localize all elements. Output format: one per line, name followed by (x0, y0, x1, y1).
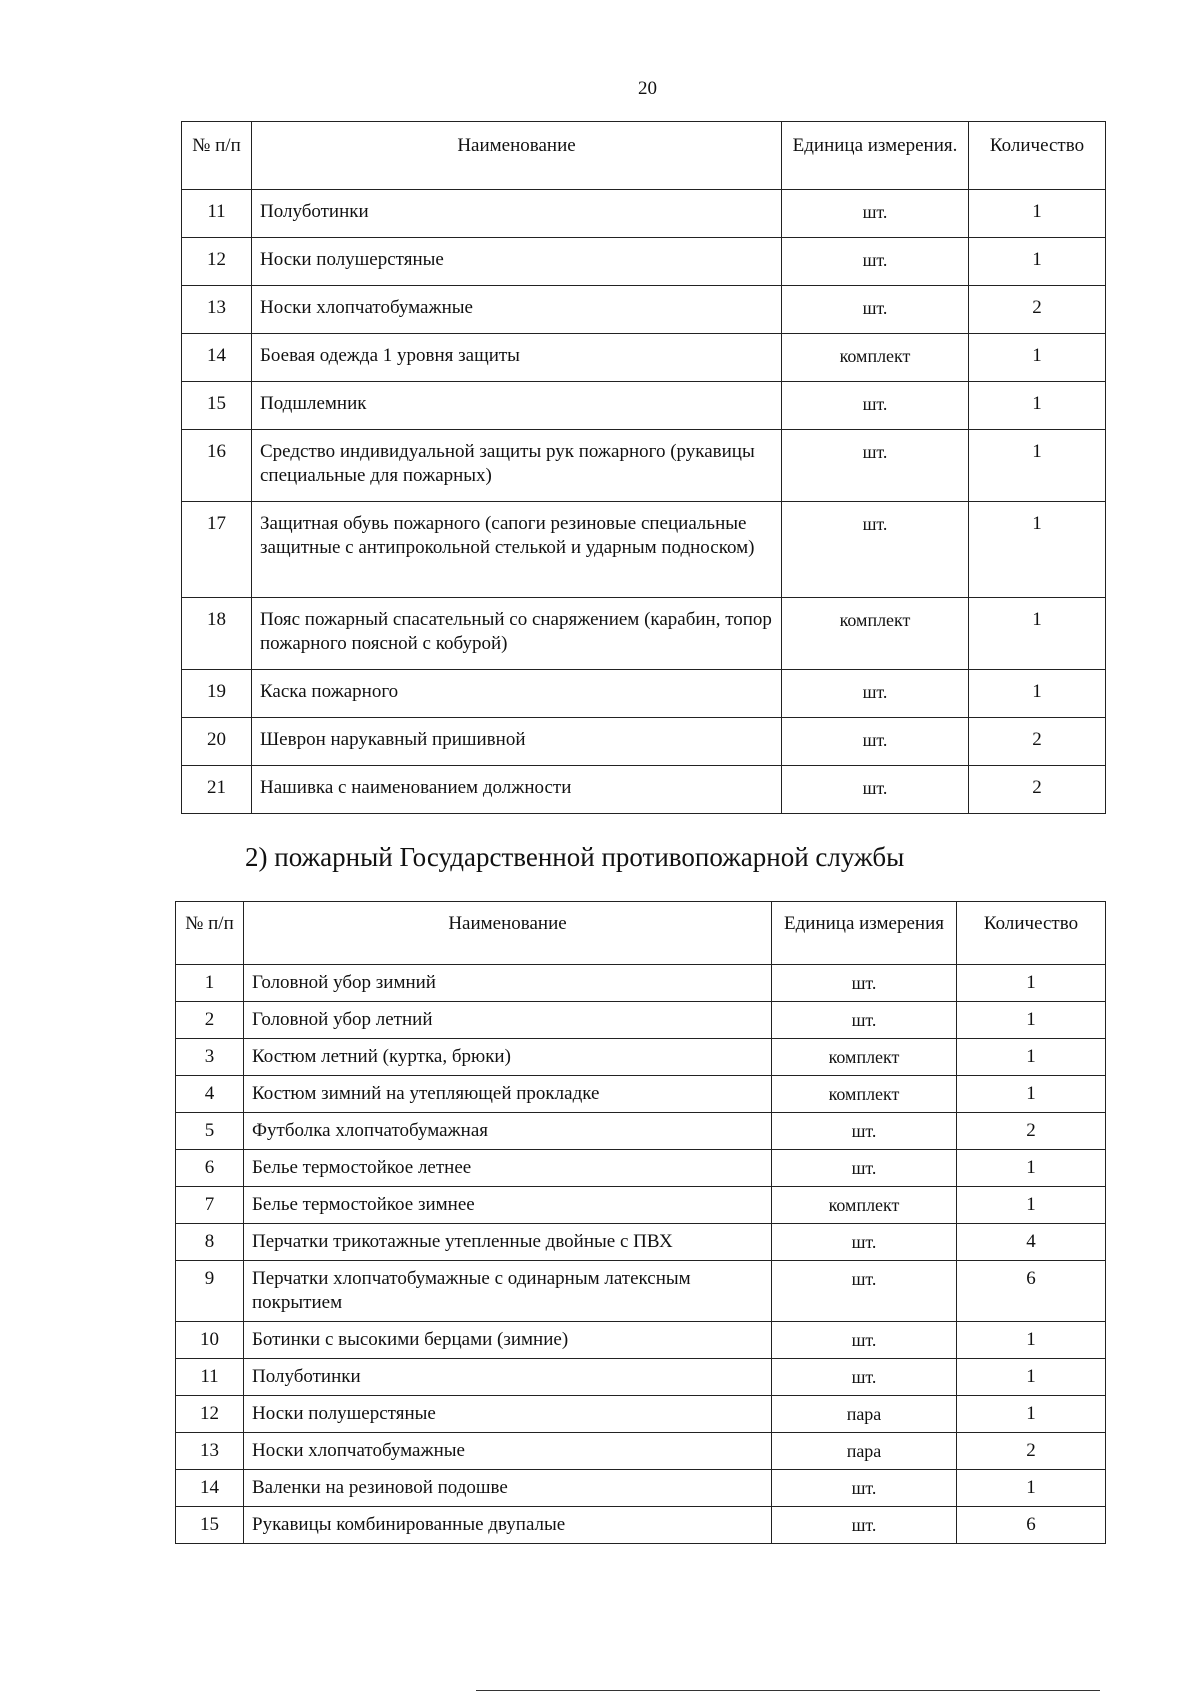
page-number: 20 (638, 78, 657, 99)
row-qty: 6 (957, 1507, 1106, 1544)
row-name: Белье термостойкое зимнее (244, 1187, 772, 1224)
row-unit: шт. (782, 766, 969, 814)
row-qty: 1 (969, 430, 1106, 502)
row-unit: пара (772, 1433, 957, 1470)
row-name: Подшлемник (252, 382, 782, 430)
row-num: 19 (182, 670, 252, 718)
table-row (176, 1113, 1106, 1150)
table-row (176, 1224, 1106, 1261)
row-name: Носки полушерстяные (252, 238, 782, 286)
row-name: Головной убор зимний (244, 965, 772, 1002)
row-num: 1 (176, 965, 244, 1002)
row-qty: 1 (969, 502, 1106, 598)
row-name: Костюм летний (куртка, брюки) (244, 1039, 772, 1076)
row-qty: 1 (969, 382, 1106, 430)
row-num: 9 (176, 1261, 244, 1322)
row-qty: 2 (969, 718, 1106, 766)
row-num: 17 (182, 502, 252, 598)
row-qty: 1 (969, 334, 1106, 382)
row-qty: 1 (957, 1187, 1106, 1224)
row-num: 2 (176, 1002, 244, 1039)
row-qty: 1 (969, 598, 1106, 670)
row-num: 20 (182, 718, 252, 766)
row-qty: 4 (957, 1224, 1106, 1261)
row-num: 6 (176, 1150, 244, 1187)
row-qty: 1 (957, 1002, 1106, 1039)
row-num: 18 (182, 598, 252, 670)
row-name: Средство индивидуальной защиты рук пожарного (рукавицы специальные для пожарных) (252, 430, 782, 502)
row-name: Носки полушерстяные (244, 1396, 772, 1433)
row-num: 15 (176, 1507, 244, 1544)
row-unit: шт. (782, 238, 969, 286)
table-row (182, 502, 1106, 598)
row-name: Полуботинки (252, 190, 782, 238)
table-row (176, 1150, 1106, 1187)
row-num: 16 (182, 430, 252, 502)
row-qty: 1 (957, 1396, 1106, 1433)
table-row (176, 1322, 1106, 1359)
row-qty: 1 (957, 1150, 1106, 1187)
table-row (182, 670, 1106, 718)
row-unit: шт. (782, 502, 969, 598)
equipment-table-2 (175, 901, 1106, 1544)
section-heading: 2) пожарный Государственной противопожарной службы (245, 842, 905, 872)
row-unit: шт. (772, 1261, 957, 1322)
row-unit: шт. (772, 1322, 957, 1359)
row-num: 14 (176, 1470, 244, 1507)
row-name: Полуботинки (244, 1359, 772, 1396)
row-num: 5 (176, 1113, 244, 1150)
row-name: Перчатки хлопчатобумажные с одинарным латексным покрытием (244, 1261, 772, 1322)
row-unit: комплект (772, 1039, 957, 1076)
table-header-row (182, 122, 1106, 190)
row-num: 3 (176, 1039, 244, 1076)
header-num: № п/п (176, 902, 244, 965)
table-row (176, 1396, 1106, 1433)
row-num: 13 (176, 1433, 244, 1470)
table-row (176, 1039, 1106, 1076)
row-unit: шт. (782, 718, 969, 766)
header-num: № п/п (182, 122, 252, 190)
table-header-row (176, 902, 1106, 965)
row-unit: пара (772, 1396, 957, 1433)
row-unit: шт. (772, 1507, 957, 1544)
row-unit: шт. (782, 286, 969, 334)
table-row (176, 1470, 1106, 1507)
row-unit: комплект (782, 598, 969, 670)
row-name: Ботинки с высокими берцами (зимние) (244, 1322, 772, 1359)
row-qty: 1 (969, 670, 1106, 718)
table-row (182, 190, 1106, 238)
row-num: 14 (182, 334, 252, 382)
row-qty: 1 (957, 1076, 1106, 1113)
table-row (176, 965, 1106, 1002)
row-name: Костюм зимний на утепляющей прокладке (244, 1076, 772, 1113)
row-name: Головной убор летний (244, 1002, 772, 1039)
equipment-table-1 (181, 121, 1106, 814)
table-row (182, 334, 1106, 382)
row-name: Каска пожарного (252, 670, 782, 718)
row-num: 11 (182, 190, 252, 238)
row-name: Носки хлопчатобумажные (244, 1433, 772, 1470)
row-name: Носки хлопчатобумажные (252, 286, 782, 334)
table-row (176, 1433, 1106, 1470)
row-unit: шт. (772, 1359, 957, 1396)
row-qty: 2 (969, 286, 1106, 334)
table-row (176, 1507, 1106, 1544)
row-qty: 2 (957, 1113, 1106, 1150)
table-row (176, 1187, 1106, 1224)
header-name: Наименование (244, 902, 772, 965)
row-num: 15 (182, 382, 252, 430)
row-qty: 1 (957, 965, 1106, 1002)
row-unit: шт. (772, 1113, 957, 1150)
row-num: 7 (176, 1187, 244, 1224)
row-unit: шт. (782, 382, 969, 430)
row-name: Валенки на резиновой подошве (244, 1470, 772, 1507)
row-qty: 2 (969, 766, 1106, 814)
table-row (176, 1359, 1106, 1396)
row-num: 11 (176, 1359, 244, 1396)
table-row (182, 382, 1106, 430)
table-row (182, 238, 1106, 286)
row-qty: 1 (957, 1470, 1106, 1507)
row-name: Шеврон нарукавный пришивной (252, 718, 782, 766)
row-name: Перчатки трикотажные утепленные двойные с ПВХ (244, 1224, 772, 1261)
row-unit: комплект (782, 334, 969, 382)
row-name: Боевая одежда 1 уровня защиты (252, 334, 782, 382)
table-row (182, 766, 1106, 814)
row-name: Рукавицы комбинированные двупалые (244, 1507, 772, 1544)
row-qty: 1 (957, 1039, 1106, 1076)
header-qty: Количество (957, 902, 1106, 965)
row-qty: 6 (957, 1261, 1106, 1322)
table-row (176, 1002, 1106, 1039)
table-row (182, 718, 1106, 766)
header-unit: Единица измерения (772, 902, 957, 965)
row-num: 8 (176, 1224, 244, 1261)
row-unit: шт. (772, 1224, 957, 1261)
row-unit: шт. (772, 1002, 957, 1039)
row-qty: 1 (957, 1322, 1106, 1359)
row-num: 13 (182, 286, 252, 334)
table-row (182, 430, 1106, 502)
table-row (182, 598, 1106, 670)
header-qty: Количество (969, 122, 1106, 190)
row-unit: шт. (782, 190, 969, 238)
row-unit: шт. (772, 965, 957, 1002)
row-qty: 1 (969, 190, 1106, 238)
table-row (182, 286, 1106, 334)
row-qty: 1 (969, 238, 1106, 286)
row-name: Белье термостойкое летнее (244, 1150, 772, 1187)
row-name: Нашивка с наименованием должности (252, 766, 782, 814)
row-num: 4 (176, 1076, 244, 1113)
row-unit: комплект (772, 1187, 957, 1224)
table-row (176, 1261, 1106, 1322)
header-name: Наименование (252, 122, 782, 190)
row-num: 10 (176, 1322, 244, 1359)
row-unit: шт. (772, 1470, 957, 1507)
row-unit: комплект (772, 1076, 957, 1113)
row-num: 12 (176, 1396, 244, 1433)
row-name: Футболка хлопчатобумажная (244, 1113, 772, 1150)
row-num: 12 (182, 238, 252, 286)
row-name: Защитная обувь пожарного (сапоги резиновые специальные защитные с антипрокольной стелькой и ударным подноском) (252, 502, 782, 598)
row-qty: 2 (957, 1433, 1106, 1470)
row-unit: шт. (772, 1150, 957, 1187)
footer-rule (476, 1690, 1100, 1691)
row-num: 21 (182, 766, 252, 814)
row-unit: шт. (782, 670, 969, 718)
row-unit: шт. (782, 430, 969, 502)
table-row (176, 1076, 1106, 1113)
header-unit: Единица измерения. (782, 122, 969, 190)
row-name: Пояс пожарный спасательный со снаряжением (карабин, топор пожарного поясной с кобурой) (252, 598, 782, 670)
row-qty: 1 (957, 1359, 1106, 1396)
